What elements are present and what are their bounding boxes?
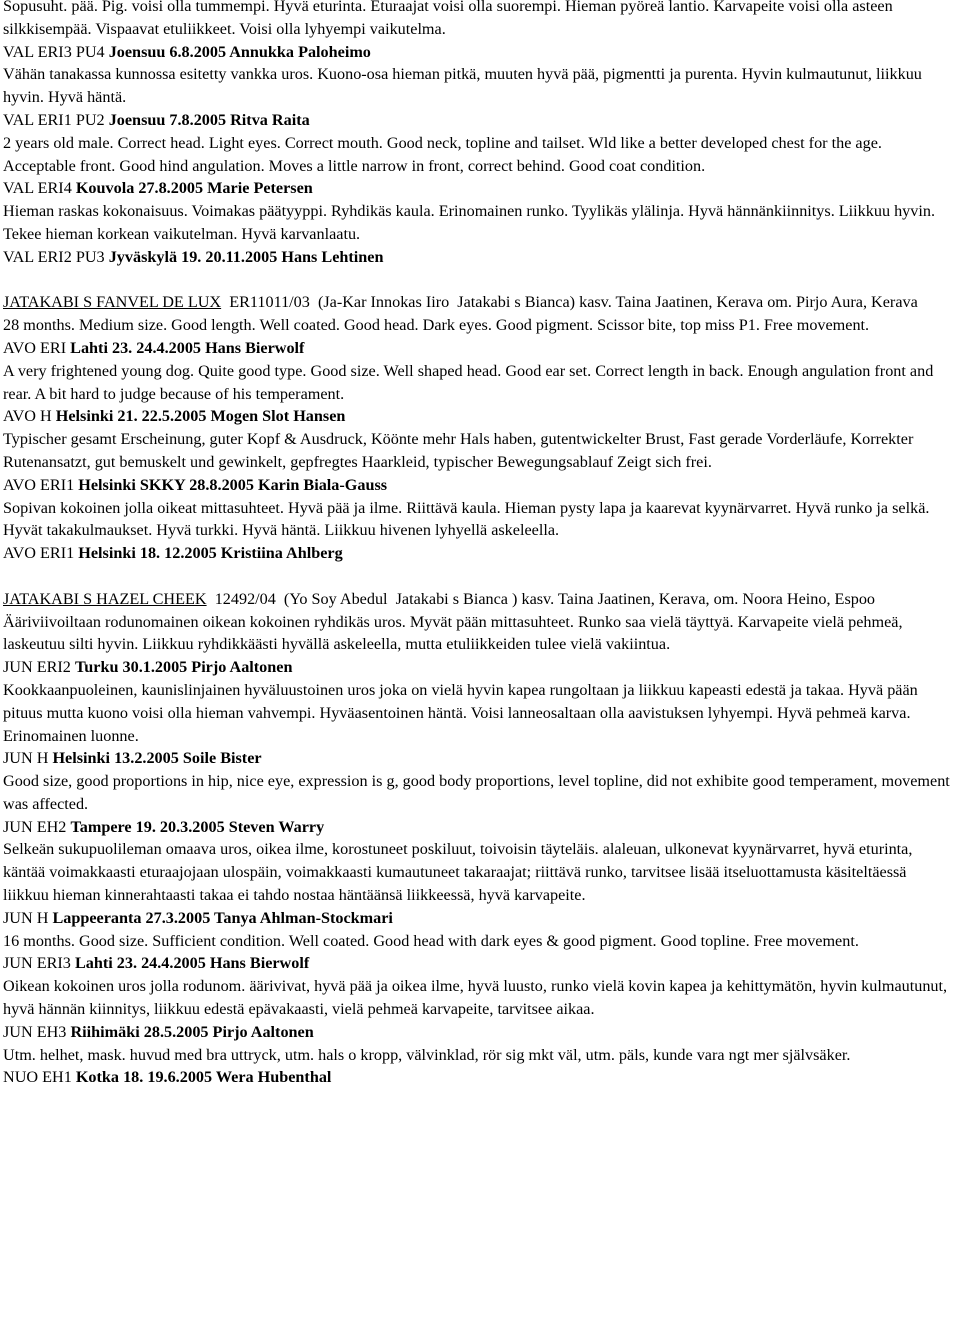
result-grade: VAL ERI1 PU2 (3, 110, 109, 129)
show-location-date-judge: Helsinki 21. 22.5.2005 Mogen Slot Hansen (55, 407, 346, 426)
critique-paragraph: Good size, good proportions in hip, nice eye, expression is g, good body proportions, level topline, did not exhibite good temperament, movement was affected. (3, 772, 950, 813)
show-location-date-judge: Lappeeranta 27.3.2005 Tanya Ahlman-Stockmari (52, 908, 393, 927)
dog-registration-info: ER11011/03 (Ja-Kar Innokas Iiro Jatakabi s Bianca) kasv. Taina Jaatinen, Kerava om. Pirjo Aura, Kerava (221, 293, 918, 312)
blank-line (3, 565, 953, 588)
show-location-date-judge: Turku 30.1.2005 Pirjo Aaltonen (74, 658, 293, 677)
show-result-heading (3, 474, 953, 497)
critique-paragraph: Utm. helhet, mask. huvud med bra uttryck, utm. hals o kropp, välvinklad, rör sig mkt väl, utm. päls, kunde vara ngt mer självsäker. (3, 1045, 851, 1064)
show-location-date-judge: Kouvola 27.8.2005 Marie Petersen (75, 179, 313, 198)
dog-name: JATAKABI S FANVEL DE LUX (3, 293, 222, 312)
show-result-heading (3, 1021, 953, 1044)
critique-paragraph: Vähän tanakassa kunnossa esitetty vankka uros. Kuono-osa hieman pitkä, muuten hyvä pää, pigmentti ja purenta. Hyvin kulmautunut, liikkuu hyvin. Hyvä häntä. (3, 65, 922, 107)
show-result-heading (3, 542, 953, 565)
show-location-date-judge: Joensuu 7.8.2005 Ritva Raita (108, 110, 310, 129)
result-grade: JUN EH3 (3, 1022, 71, 1041)
show-location-date-judge: Riihimäki 28.5.2005 Pirjo Aaltonen (70, 1022, 314, 1041)
critique-paragraph: Sopusuht. pää. Pig. voisi olla tummempi. Hyvä eturinta. Eturaajat voisi olla suorempi. Hieman pyöreä lantio. Karvapeite voisi olla asteen silkkisempää. Vispaavat etuliikkeet. Voisi olla lyhyempi vaikutelma. (3, 0, 893, 38)
critique-paragraph: Kookkaanpuoleinen, kaunislinjainen hyväluustoinen uros joka on vielä hyvin kapea rungoltaan ja liikkuu kapeasti edestä ja takaa. Hyvä pään pituus mutta kuono voisi olla hieman vahvempi. Hyväasentoinen häntä. Voisi lanneosaltaan olla aavistuksen lyhyempi. Hyvä pehmeä karva. Erinomainen luonne. (3, 680, 918, 745)
critique-paragraph: 2 years old male. Correct head. Light eyes. Correct mouth. Good neck, topline and tailset. Wld like a better developed chest for the age. Acceptable front. Good hind angulation. Moves a little narrow in front, correct behind. Good coat condition. (3, 133, 882, 175)
blank-line (3, 269, 953, 292)
show-result-heading (3, 109, 953, 132)
dog-registration-info: 12492/04 (Yo Soy Abedul Jatakabi s Bianca ) kasv. Taina Jaatinen, Kerava, om. Noora Heino, Espoo (206, 589, 876, 608)
show-result-heading (3, 907, 953, 930)
result-grade: AVO ERI1 (3, 475, 79, 494)
dog-entry-heading (3, 291, 953, 314)
result-grade: VAL ERI4 (3, 179, 76, 198)
critique-paragraph: 28 months. Medium size. Good length. Well coated. Good head. Dark eyes. Good pigment. Scissor bite, top miss P1. Free movement. (3, 316, 870, 335)
show-location-date-judge: Helsinki 13.2.2005 Soile Bister (52, 749, 262, 768)
dog-entry-heading (3, 588, 953, 611)
result-grade: JUN H (3, 908, 53, 927)
dog-name: JATAKABI S HAZEL CHEEK (3, 589, 207, 608)
result-grade: AVO H (3, 407, 56, 426)
critique-paragraph: 16 months. Good size. Sufficient condition. Well coated. Good head with dark eyes & good pigment. Good topline. Free movement. (3, 931, 859, 950)
show-location-date-judge: Joensuu 6.8.2005 Annukka Paloheimo (108, 42, 371, 61)
show-location-date-judge: Helsinki SKKY 28.8.2005 Karin Biala-Gauss (78, 475, 388, 494)
result-grade: AVO ERI1 (3, 544, 79, 563)
critique-paragraph: Sopivan kokoinen jolla oikeat mittasuhteet. Hyvä pää ja ilme. Riittävä kaula. Hieman pysty lapa ja kaarevat kyynärvarret. Hyvä runko ja selkä. Hyvät takakulmaukset. Hyvä turkki. Hyvä häntä. Liikkuu hivenen lyhyellä askeleella. (3, 498, 930, 540)
result-grade: JUN ERI3 (3, 954, 75, 973)
result-grade: VAL ERI2 PU3 (3, 247, 109, 266)
show-result-heading (3, 747, 953, 770)
critique-paragraph: Typischer gesamt Erscheinung, guter Kopf & Ausdruck, Köönte mehr Hals haben, gutentwickelter Brust, Fast gerade Vorderläufe, Korrekter Rutenansatzt, gut bemuskelt und gewinkelt, gepfregtes Haarkleid, typischer Bewegungsablauf Zeigt sich frei. (3, 430, 914, 471)
result-grade: AVO ERI (3, 338, 71, 357)
critique-paragraph: Selkeän sukupuolileman omaava uros, oikea ilme, korostuneet poskiluut, toivoisin täyteläis. alaleuan, ulkonevat kyynärvarret, hyvä eturinta, käntää voimakkaasti eturaajojaan ulospäin, voimakkaasti kumautuneet takaraajat; riittävä runko, tarvitsee lisää itseluottamusta käsiteltäessä liikkuu hieman kinnerahtaasti takaa ei tahdo nostaa häntäänsä liikkeessä, hyvä karvapeite. (3, 840, 913, 905)
result-grade: NUO EH1 (3, 1068, 76, 1087)
show-result-heading (3, 246, 953, 269)
critique-paragraph: A very frightened young dog. Quite good type. Good size. Well shaped head. Good ear set. Correct length in back. Enough angulation front and rear. A bit hard to judge because of his temperament. (3, 361, 934, 403)
result-grade: VAL ERI3 PU4 (3, 42, 109, 61)
show-location-date-judge: Jyväskylä 19. 20.11.2005 Hans Lehtinen (108, 247, 384, 266)
show-result-heading (3, 41, 953, 64)
show-result-heading (3, 656, 953, 679)
result-grade: JUN H (3, 749, 53, 768)
show-result-heading (3, 177, 953, 200)
show-location-date-judge: Kotka 18. 19.6.2005 Wera Hubenthal (75, 1068, 332, 1087)
show-location-date-judge: Lahti 23. 24.4.2005 Hans Bierwolf (74, 954, 310, 973)
critique-paragraph: Oikean kokoinen uros jolla rodunom. äärivivat, hyvä pää ja oikea ilme, hyvä luusto, runko vielä kovin kapea ja kehittymätön, hyvin kulmautunut, hyvä hännän kiinnitys, liikkuu edestä epävakaasti, vielä pehmeä karvapeite, tarvitsee aikaa. (3, 977, 948, 1019)
show-location-date-judge: Lahti 23. 24.4.2005 Hans Bierwolf (70, 338, 305, 357)
show-result-heading (3, 1066, 953, 1089)
show-result-heading (3, 816, 953, 839)
critique-paragraph: Ääriviivoiltaan rodunomainen oikean kokoinen ryhdikäs uros. Myvät pään mittasuhteet. Runko saa vielä täyttyä. Karvapeite vielä pehmeä, laskeutuu silti hyvin. Liikkuu ryhdikkäästi hyvällä askeleella, mutta etuliikkeiden tulee vielä vakiintua. (3, 612, 903, 654)
result-grade: JUN ERI2 (3, 658, 75, 677)
document-page (3, 0, 953, 1089)
show-result-heading (3, 952, 953, 975)
show-location-date-judge: Helsinki 18. 12.2005 Kristiina Ahlberg (78, 544, 343, 563)
show-result-heading (3, 337, 953, 360)
critique-paragraph: Hieman raskas kokonaisuus. Voimakas päätyyppi. Ryhdikäs kaula. Erinomainen runko. Tyylikäs ylälinja. Hyvä hännänkiinnitys. Liikkuu hyvin. Tekee hieman korkean vaikutelman. Hyvä karvanlaatu. (3, 202, 936, 243)
show-location-date-judge: Tampere 19. 20.3.2005 Steven Warry (70, 817, 325, 836)
result-grade: JUN EH2 (3, 817, 71, 836)
show-result-heading (3, 405, 953, 428)
